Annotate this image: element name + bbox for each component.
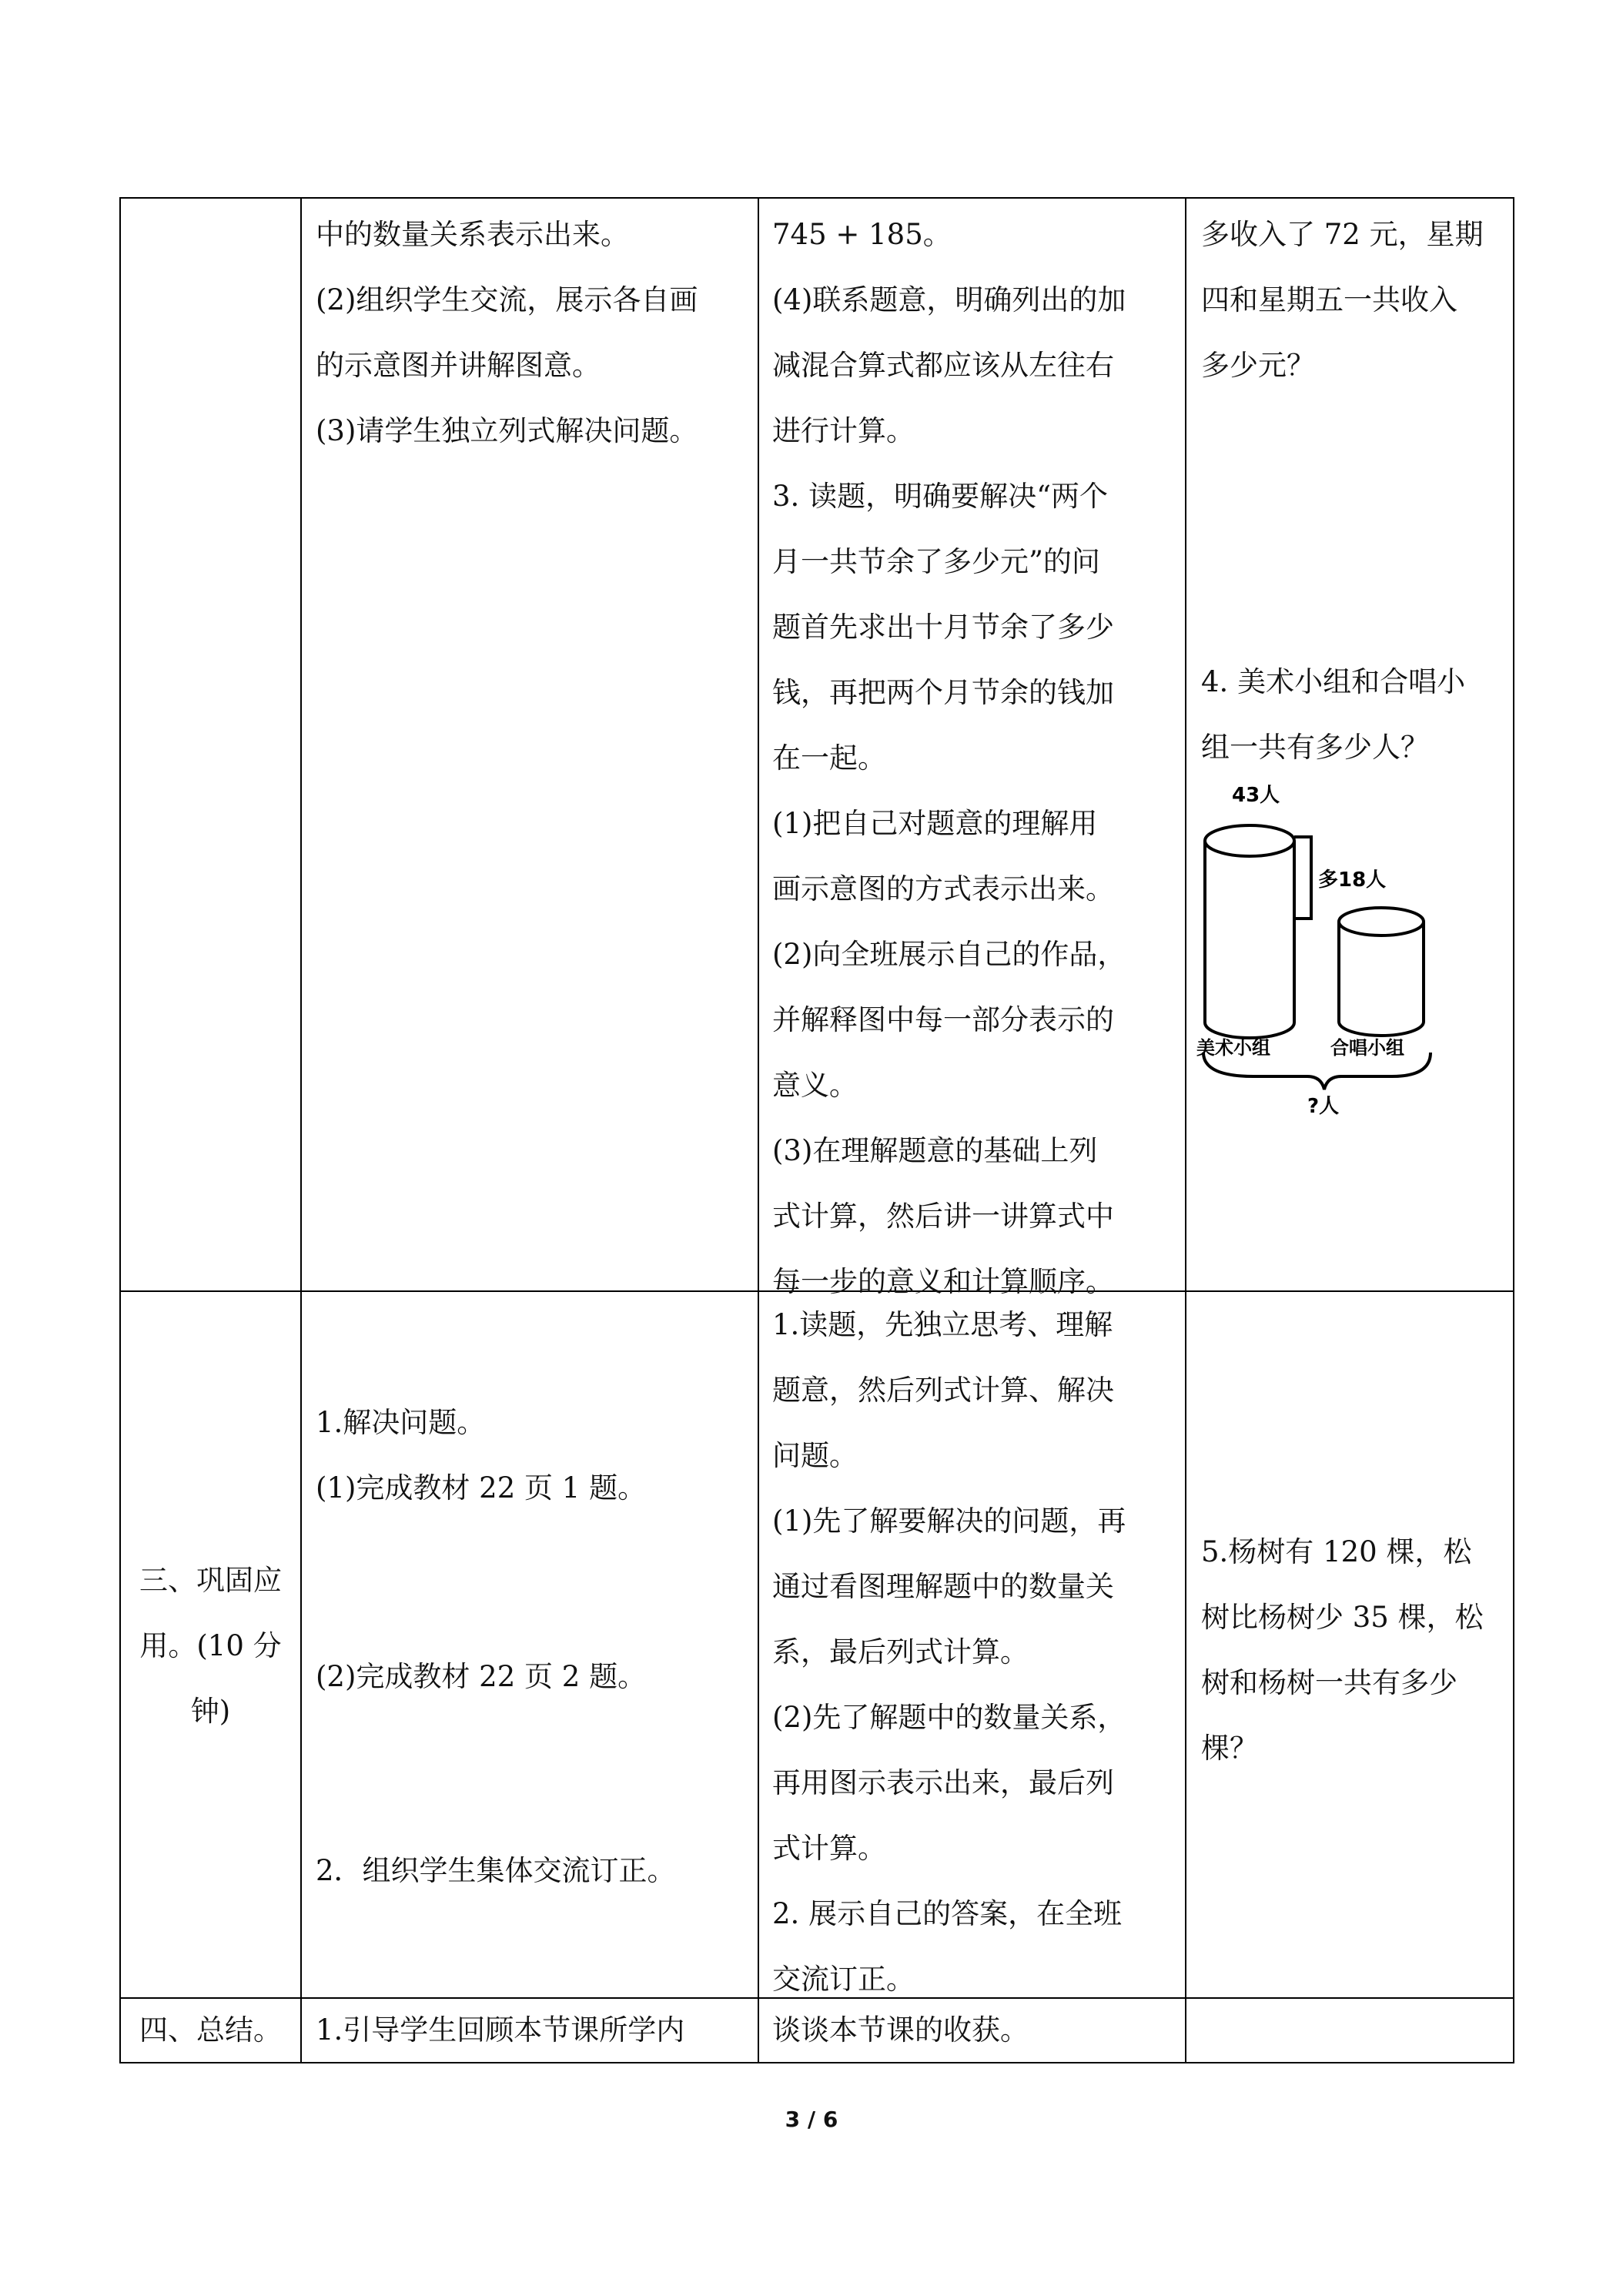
page-number: 3 / 6 bbox=[785, 2107, 838, 2132]
text-line: 四和星期五一共收入 bbox=[1201, 283, 1457, 316]
text-line: 1.解决问题。 bbox=[316, 1406, 486, 1439]
text-line: (3)在理解题意的基础上列 bbox=[772, 1134, 1098, 1167]
text-line: 再用图示表示出来，最后列 bbox=[772, 1766, 1114, 1799]
text-line: 745 + 185。 bbox=[772, 218, 952, 251]
figure-label: 美术小组 bbox=[1196, 1037, 1270, 1059]
table-border-right bbox=[1513, 197, 1514, 2063]
text-line: 2．组织学生集体交流订正。 bbox=[316, 1854, 676, 1887]
stage-cell bbox=[121, 1997, 300, 2063]
text-line: 在一起。 bbox=[772, 741, 886, 775]
text-line: 四、总结。 bbox=[139, 2013, 282, 2047]
figure-label: 43人 bbox=[1232, 784, 1280, 807]
text-line: 多少元？ bbox=[1201, 349, 1315, 382]
table-column-divider bbox=[758, 197, 759, 2063]
teacher-activity-cell bbox=[316, 1838, 676, 1903]
student-activity-cell bbox=[772, 1997, 1029, 2063]
text-line: 树和杨树一共有多少 bbox=[1201, 1666, 1457, 1699]
text-line: (1)完成教材 22 页 1 题。 bbox=[316, 1471, 647, 1504]
text-line: 意义。 bbox=[772, 1069, 858, 1102]
student-activity-cell bbox=[772, 1292, 1126, 2012]
table-border-left bbox=[119, 197, 121, 2063]
stage-cell bbox=[121, 1548, 300, 1744]
figure-label: ?人 bbox=[1307, 1095, 1340, 1118]
text-line: 中的数量关系表示出来。 bbox=[316, 218, 629, 251]
practice-cell bbox=[1201, 649, 1465, 780]
student-activity-cell bbox=[772, 202, 1126, 1314]
teacher-activity-cell bbox=[316, 1390, 646, 1521]
text-line: 月一共节余了多少元”的问 bbox=[772, 545, 1100, 578]
practice-cell bbox=[1201, 202, 1484, 398]
text-line: 进行计算。 bbox=[772, 414, 915, 447]
text-line: 树比杨树少 35 棵，松 bbox=[1201, 1601, 1484, 1634]
text-line: 每一步的意义和计算顺序。 bbox=[772, 1265, 1114, 1298]
text-line: 1.引导学生回顾本节课所学内 bbox=[316, 2013, 685, 2047]
table-column-divider bbox=[1185, 197, 1186, 2063]
text-line: 多收入了 72 元，星期 bbox=[1201, 218, 1484, 251]
text-line: (4)联系题意，明确列出的加 bbox=[772, 283, 1126, 316]
text-line: 谈谈本节课的收获。 bbox=[772, 2013, 1029, 2047]
text-line: (2)完成教材 22 页 2 题。 bbox=[316, 1660, 647, 1693]
text-line: (1)先了解要解决的问题，再 bbox=[772, 1504, 1126, 1538]
text-line: 通过看图理解题中的数量关 bbox=[772, 1570, 1114, 1603]
text-line: 用。(10 分 bbox=[139, 1629, 282, 1662]
text-line: 减混合算式都应该从左往右 bbox=[772, 349, 1114, 382]
figure-label: 合唱小组 bbox=[1330, 1037, 1404, 1059]
teacher-activity-cell bbox=[316, 202, 698, 464]
text-line: 1.读题，先独立思考、理解 bbox=[772, 1308, 1113, 1341]
text-line: (3)请学生独立列式解决问题。 bbox=[316, 414, 698, 447]
text-line: 并解释图中每一部分表示的 bbox=[772, 1003, 1114, 1036]
text-line: 4. 美术小组和合唱小 bbox=[1201, 665, 1466, 698]
text-line: 式计算，然后讲一讲算式中 bbox=[772, 1200, 1114, 1233]
practice-cell bbox=[1201, 1519, 1484, 1781]
teacher-activity-cell bbox=[316, 1644, 646, 1709]
text-line: 系，最后列式计算。 bbox=[772, 1635, 1029, 1668]
teacher-activity-cell bbox=[316, 1997, 684, 2063]
text-line: (2)先了解题中的数量关系， bbox=[772, 1701, 1126, 1734]
text-line: 5.杨树有 120 棵，松 bbox=[1201, 1535, 1472, 1568]
cylinder-diagram bbox=[1192, 774, 1446, 1120]
text-line: (2)组织学生交流，展示各自画 bbox=[316, 283, 698, 316]
text-line: 题意，然后列式计算、解决 bbox=[772, 1374, 1114, 1407]
text-line: 问题。 bbox=[772, 1439, 858, 1472]
text-line: (1)把自己对题意的理解用 bbox=[772, 807, 1098, 840]
text-line: 画示意图的方式表示出来。 bbox=[772, 872, 1114, 905]
text-line: 3. 读题，明确要解决“两个 bbox=[772, 480, 1108, 513]
text-line: 组一共有多少人？ bbox=[1201, 731, 1429, 764]
table-column-divider bbox=[300, 197, 302, 2063]
text-line: 棵？ bbox=[1201, 1732, 1258, 1765]
text-line: 三、巩固应 bbox=[139, 1564, 282, 1597]
text-line: 的示意图并讲解图意。 bbox=[316, 349, 601, 382]
text-line: 题首先求出十月节余了多少 bbox=[772, 611, 1114, 644]
table-border-top bbox=[119, 197, 1514, 199]
figure-label: 多18人 bbox=[1318, 869, 1387, 892]
text-line: 式计算。 bbox=[772, 1832, 886, 1865]
text-line: (2)向全班展示自己的作品， bbox=[772, 938, 1126, 971]
text-line: 交流订正。 bbox=[772, 1963, 915, 1996]
text-line: 2. 展示自己的答案，在全班 bbox=[772, 1897, 1123, 1930]
text-line: 钱，再把两个月节余的钱加 bbox=[772, 676, 1114, 709]
text-line: 钟) bbox=[190, 1695, 231, 1728]
